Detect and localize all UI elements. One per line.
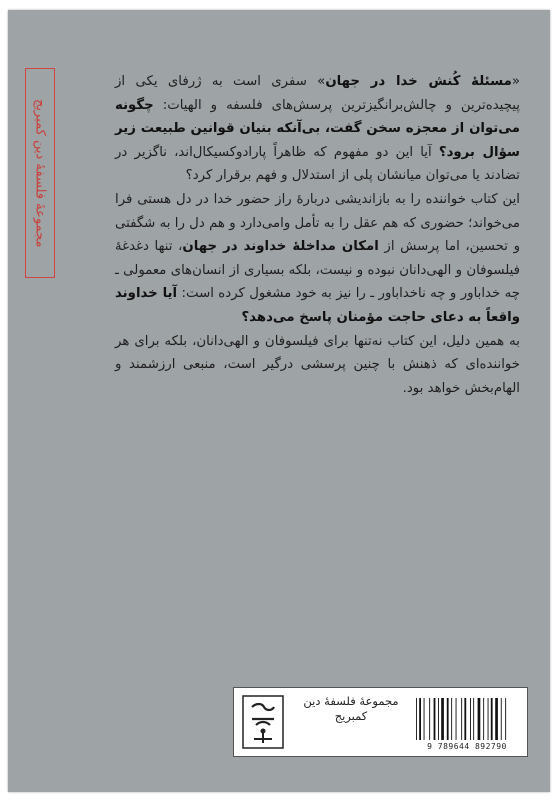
- back-cover: [8, 10, 550, 792]
- barcode-bar: [456, 698, 457, 740]
- barcode-box: [233, 687, 528, 757]
- blurb-paragraph-3: به همین دلیل، این کتاب نه‌تنها برای فیلسوفان و الهی‌دانان، بلکه برای هر خواننده‌ای که ذهنش با چنین پرسشی درگیر است، منبعی ارزشمند و الهام‌بخش خواهد بود.: [115, 333, 520, 396]
- series-spine-label: [25, 68, 55, 278]
- blurb-text: » سفری است به ژرفای یکی از پیچیده‌ترین و چالش‌برانگیزترین پرسش‌های فلسفه و الهیات:: [115, 74, 520, 113]
- barcode-bar: [470, 698, 471, 740]
- series-spine-text: مجموعهٔ فلسفهٔ دین کمبریج: [32, 98, 48, 248]
- blurb-text: این کتاب خواننده را به بازاندیشی دربارهٔ راز حضور خدا در دل هستی فرا می‌خواند؛ حضوری که هم عقل را به تأمل وامی‌دارد و هم دل را به شگفتی و تحسین، اما پرسش از: [115, 191, 520, 255]
- publisher-logo-icon: [242, 695, 284, 749]
- blurb-paragraph-2: [115, 188, 520, 330]
- blurb-bold-question: آیا خداوند واقعاً به دعای حاجت مؤمنان پاسخ می‌دهد؟: [115, 286, 520, 325]
- barcode-bar: [451, 698, 452, 740]
- barcode-bar: [429, 698, 430, 740]
- barcode-bar: [416, 698, 417, 740]
- blurb-bold-question: چگونه می‌توان از معجزه سخن گفت، بی‌آنکه بنیان قوانین طبیعت زیر سؤال برود؟: [115, 97, 520, 160]
- blurb-text: ، تنها دغدغهٔ فیلسوفان و الهی‌دانان نبوده و نیست، بلکه بسیاری از انسان‌های معمولی ـ چه خداباور و چه ناخداباور ـ را نیز به خود مشغول کرده است:: [115, 239, 520, 302]
- barcode-bar: [501, 698, 502, 740]
- blurb-bold-title: مسئلهٔ کُنش خدا در جهان: [325, 74, 512, 89]
- series-title: [296, 694, 406, 724]
- barcode-bar: [461, 698, 462, 740]
- barcode-bar: [495, 698, 498, 740]
- barcode-bar: [505, 698, 506, 740]
- series-title-line2: کمبریج: [334, 709, 368, 723]
- blurb-bold-phrase: امکان مداخلهٔ خداوند در جهان: [182, 239, 379, 255]
- barcode-bar: [441, 698, 444, 740]
- back-cover-blurb: [115, 70, 520, 400]
- blurb-text: «: [511, 74, 520, 89]
- barcode-bar: [447, 698, 449, 740]
- isbn-digits: 9 789644 892790: [427, 742, 507, 751]
- barcode-bar: [491, 698, 493, 740]
- isbn-barcode: [412, 693, 522, 745]
- barcode-bar: [478, 698, 481, 740]
- blurb-text: آیا این دو مفهوم که ظاهراً پارادوکسیکال‌اند، ناگزیر در تضادند یا می‌توان میانشان پلی از استدلال و فهم برقرار کرد؟: [115, 144, 520, 184]
- barcode-bar: [483, 698, 484, 740]
- barcode-bar: [419, 698, 421, 740]
- barcode-bar: [438, 698, 439, 740]
- barcode-bar: [473, 698, 474, 740]
- barcode-bar: [424, 698, 425, 740]
- barcode-bar: [464, 698, 466, 740]
- blurb-paragraph-1: [115, 70, 520, 188]
- series-title-line1: مجموعهٔ فلسفهٔ دین: [303, 694, 399, 708]
- barcode-bar: [434, 698, 436, 740]
- barcode-bar: [488, 698, 489, 740]
